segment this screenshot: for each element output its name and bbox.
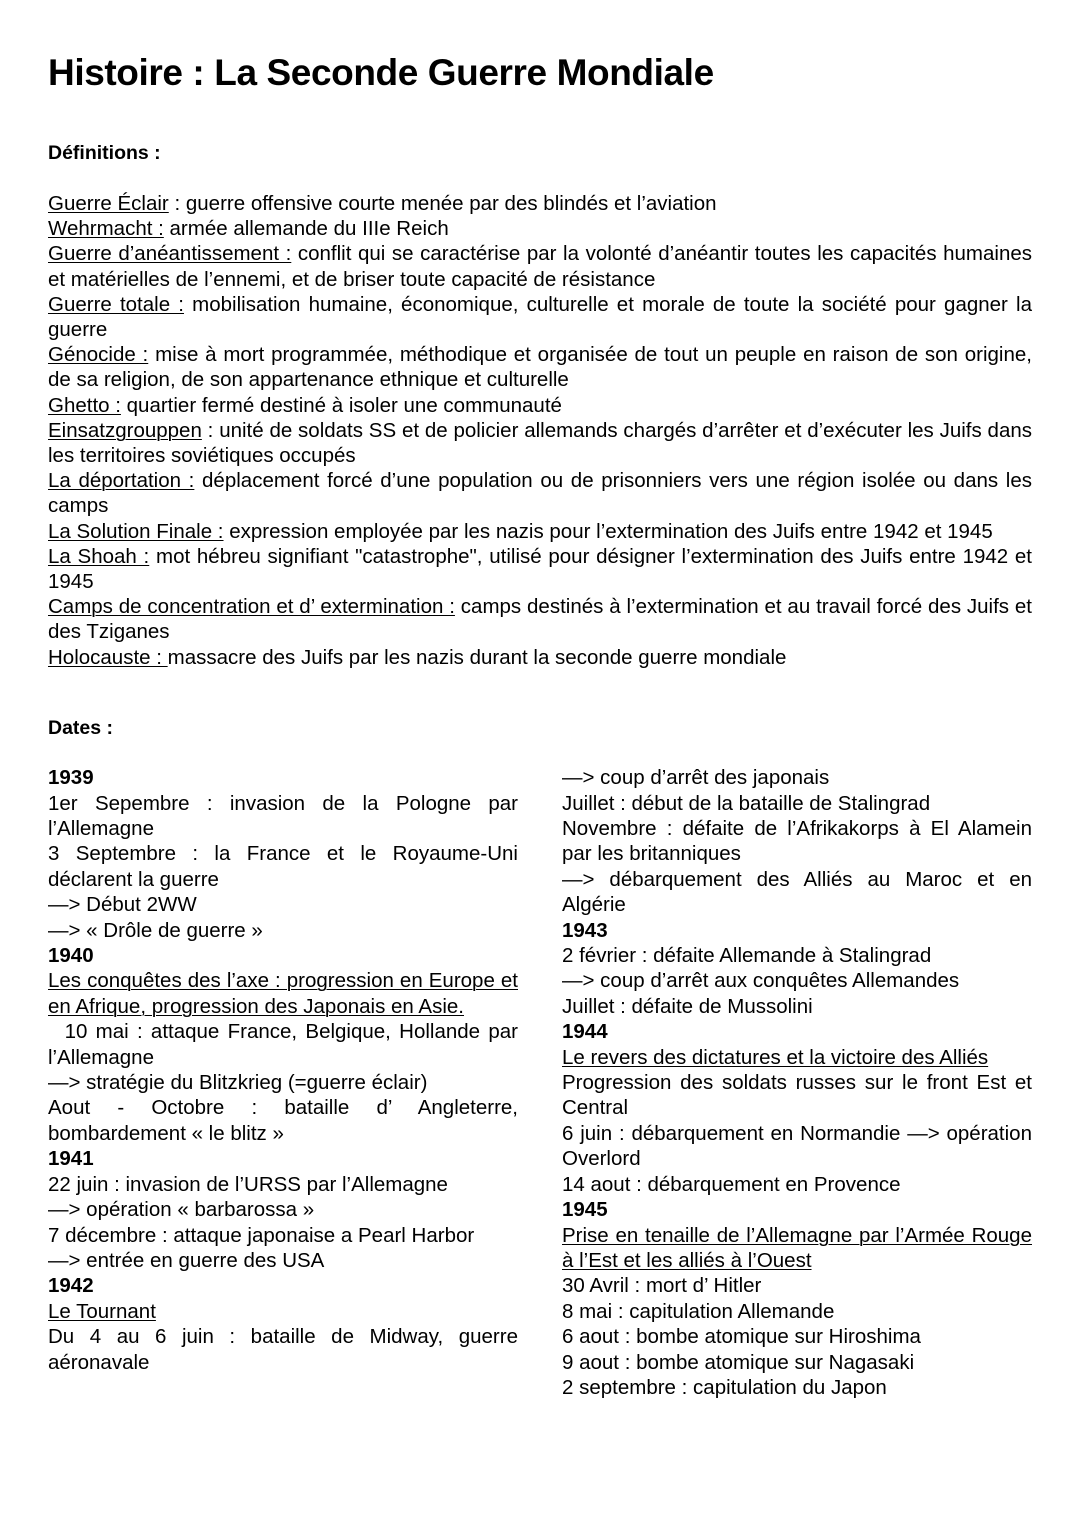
date-entry: —> débarquement des Alliés au Maroc et en Algérie [562, 867, 1032, 917]
date-year-heading: 1942 [48, 1274, 94, 1298]
date-entry: —> entrée en guerre des USA [48, 1248, 325, 1272]
date-entry: 9 aout : bombe atomique sur Nagasaki [562, 1350, 915, 1374]
definition-term: Einsatzgrouppen [48, 418, 202, 442]
date-entry: Progression des soldats russes sur le front Est et Central [562, 1071, 1032, 1120]
date-entry: —> Début 2WW [48, 893, 197, 917]
document-content [48, 48, 1033, 1399]
dates-right-column [562, 765, 1032, 1400]
date-subheading: Le revers des dictatures et la victoire des Alliés [562, 1045, 989, 1069]
date-entry: 1er Sepembre : invasion de la Pologne par l’Allemagne [48, 791, 518, 840]
definition-entry [48, 544, 1032, 594]
definition-term: Guerre d’anéantissement : [48, 242, 292, 266]
definition-term: Guerre totale : [48, 292, 184, 316]
definition-entry [48, 468, 1032, 518]
date-entry: 22 juin : invasion de l’URSS par l’Allemagne [48, 1172, 448, 1196]
date-entry: 10 mai : attaque France, Belgique, Hollande par l’Allemagne [48, 1020, 518, 1069]
date-entry: Aout - Octobre : bataille d’ Angleterre, bombardement « le blitz » [48, 1096, 518, 1145]
definition-text: mobilisation humaine, économique, culturelle et morale de toute la société pour gagner la guerre [48, 292, 1032, 341]
definition-term: La Solution Finale : [48, 519, 224, 543]
date-entry: 30 Avril : mort d’ Hitler [562, 1274, 762, 1298]
date-year-heading: 1940 [48, 944, 94, 968]
date-entry: Juillet : défaite de Mussolini [562, 994, 813, 1018]
date-subheading: Le Tournant [48, 1299, 156, 1323]
date-entry: 8 mai : capitulation Allemande [562, 1299, 835, 1323]
definition-entry [48, 418, 1032, 468]
definition-term: Wehrmacht : [48, 217, 164, 241]
dates-heading: Dates : [48, 716, 114, 739]
definition-entry [48, 594, 1032, 644]
date-entry: 2 février : défaite Allemande à Stalingrad [562, 944, 932, 968]
date-entry: 2 septembre : capitulation du Japon [562, 1375, 887, 1399]
definition-text: déplacement forcé d’une population ou de prisonniers vers une région isolée ou dans les camps [48, 469, 1032, 518]
definition-entry [48, 241, 1032, 291]
dates-heading-wrap [48, 717, 1032, 740]
definition-entry [48, 216, 1032, 241]
definition-separator [194, 469, 202, 492]
definitions-list [48, 191, 1032, 670]
date-year-heading: 1941 [48, 1147, 94, 1171]
date-entry: Novembre : défaite de l’Afrikakorps à El Alamein par les britanniques [562, 817, 1032, 866]
definition-term: Holocauste : [48, 645, 168, 669]
date-year-heading: 1943 [562, 918, 608, 942]
definition-term: Génocide : [48, 343, 149, 367]
definition-text: quartier fermé destiné à isoler une communauté [126, 393, 562, 417]
definition-entry [48, 292, 1032, 342]
dates-left-column [48, 765, 518, 1375]
definition-text: unité de soldats SS et de policier allemands chargés d’arrêter et d’exécuter les Juifs dans les territoires soviétiques occupés [48, 418, 1032, 467]
date-entry: 7 décembre : attaque japonaise a Pearl Harbor [48, 1223, 475, 1247]
definition-text: massacre des Juifs par les nazis durant la seconde guerre mondiale [167, 645, 787, 669]
date-year-heading: 1945 [562, 1198, 608, 1222]
definition-text: camps destinés à l’extermination et au travail forcé des Juifs et des Tziganes [48, 595, 1033, 644]
definition-entry [48, 519, 1032, 544]
definitions-heading: Définitions : [48, 141, 161, 164]
date-entry: 3 Septembre : la France et le Royaume-Uni déclarent la guerre [48, 842, 518, 891]
page-title: Histoire : La Seconde Guerre Mondiale [48, 52, 714, 93]
definition-separator: : [168, 191, 186, 215]
definition-term: La Shoah : [48, 544, 150, 568]
date-year-heading: 1944 [562, 1020, 608, 1044]
definition-term: Camps de concentration et d’ extermination : [48, 595, 455, 619]
date-entry: —> coup d’arrêt aux conquêtes Allemandes [562, 969, 960, 993]
definition-separator: : [201, 418, 220, 442]
definition-text: expression employée par les nazis pour l’extermination des Juifs entre 1942 et 1945 [229, 519, 993, 543]
definition-entry [48, 645, 1032, 670]
definition-entry [48, 191, 1032, 216]
date-entry: Du 4 au 6 juin : bataille de Midway, guerre aéronavale [48, 1325, 518, 1374]
definition-term: La déportation : [48, 469, 195, 493]
date-entry: —> « Drôle de guerre » [48, 918, 263, 942]
date-entry: —> opération « barbarossa » [48, 1198, 315, 1222]
definition-separator [184, 293, 192, 316]
date-entry: —> stratégie du Blitzkrieg (=guerre éclair) [48, 1071, 428, 1095]
date-subheading: Les conquêtes des l’axe : progression en Europe et en Afrique, progression des Japonais en Asie. [48, 969, 518, 1018]
definition-text: conflit qui se caractérise par la volonté d’anéantir toutes les capacités humaines et matérielles de l’ennemi, et de briser toute capacité de résistance [48, 242, 1033, 291]
date-year-heading: 1939 [48, 766, 94, 790]
date-entry: —> coup d’arrêt des japonais [562, 766, 830, 790]
date-entry: 6 aout : bombe atomique sur Hiroshima [562, 1325, 921, 1349]
definition-term: Ghetto : [48, 393, 121, 417]
definition-text: guerre offensive courte menée par des blindés et l’aviation [185, 191, 717, 215]
definition-term: Guerre Éclair [48, 191, 169, 215]
definition-text: mise à mort programmée, méthodique et organisée de tout un peuple en raison de son origine, de sa religion, de son appartenance ethnique et culturelle [48, 343, 1032, 392]
date-subheading: Prise en tenaille de l’Allemagne par l’Armée Rouge à l’Est et les alliés à l’Ouest [562, 1223, 1032, 1272]
definition-entry [48, 342, 1032, 392]
definition-text: mot hébreu signifiant "catastrophe", utilisé pour désigner l’extermination des Juifs entre 1942 et 1945 [48, 544, 1032, 593]
date-entry: 14 aout : débarquement en Provence [562, 1172, 901, 1196]
definition-separator [149, 545, 156, 568]
definition-entry [48, 393, 1032, 418]
definition-text: armée allemande du IIIe Reich [169, 217, 449, 241]
date-entry: Juillet : début de la bataille de Stalingrad [562, 791, 931, 815]
date-entry: 6 juin : débarquement en Normandie —> opération Overlord [562, 1121, 1032, 1171]
definitions-heading-wrap [48, 142, 1032, 165]
